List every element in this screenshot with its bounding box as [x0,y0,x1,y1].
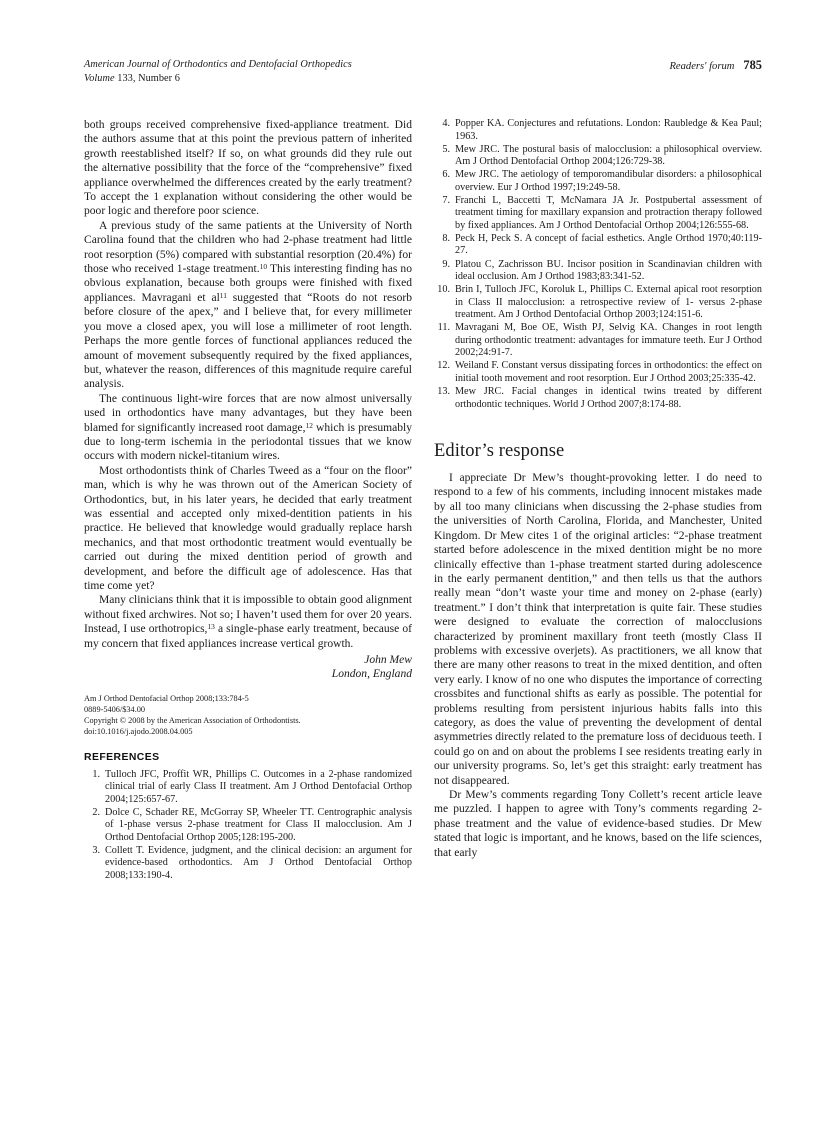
para-editor-1: I appreciate Dr Mew’s thought-provoking letter. I do need to respond to a few of his comments, including innocent mistakes made by all too many clinicians when discussing the 2-phase studies from the universities of North Carolina, Florida, and Manchester, United Kingdom. Dr Mew cites 1 of the original articles: “2-phase treatment started before adolescence in the mixed dentition might be no more clinically effective than 1-phase treatment started during adolescence in the early permanent dentition,” and then tells us that the authors really mean “don’t waste your time and money on 2-phase (early) treatment.” I don’t think that interpretation is quite fair. These studies were designed to evaluate the correction of malocclusions characterized by prominent maxillary front teeth (mostly Class II problems with excessive overjets). As practitioners, we all know that there are many other reasons to treat in the mixed dentition, and often very early. I know of no one who disputes the importance of correcting crossbites and functional shifts as early as possible. The potential for problems resulting from persistent injurious habits falls into this category, as does the value of preventing the development of dental asymmetries directly related to the premature loss of deciduous teeth. I could go on and on about the problems I see residents treating early in our university programs. So, let’s get this straight: early treatment has not disappeared. [434,472,762,787]
reference-number: 3. [92,844,100,856]
left-column-body-text [84,118,412,651]
reference-text: Popper KA. Conjectures and refutations. London: Raubledge & Kea Paul; 1963. [455,118,762,142]
signature-author: John Mew [364,654,412,667]
reference-item [434,322,762,360]
reference-text: Platou C, Zachrisson BU. Incisor position in Scandinavian children with ideal occlusion. Am J Orthod 1983;83:341-52. [455,258,762,283]
para-light-wire: The continuous light-wire forces that are now almost universally used in orthodontics have many advantages, but they have been blamed for significantly increased root damage,$^{12}$ which is presumably due to long-term ischemia in the periodontal tissues that we know occurs with modern nickel-titanium wires. [84,392,413,463]
journal-name: American Journal of Orthodontics and Dentofacial Orthopedics [84,59,352,70]
volume-word: Volume [84,73,115,85]
reference-list-right [434,118,762,411]
running-head [84,58,762,86]
reference-text: Franchi L, Baccetti T, McNamara JA Jr. Postpubertal assessment of treatment timing for maxillary expansion and protraction therapy followed by fixed appliances. Am J Orthod Dentofacial Orthop 2004;126:555-68. [455,194,762,231]
reference-number: 2. [92,806,100,818]
running-head-journal-block [84,58,352,86]
left-column [84,118,412,883]
reference-text: Tulloch JFC, Proffit WR, Phillips C. Outcomes in a 2-phase randomized clinical trial of early Class II treatment. Am J Orthod Dentofacial Orthop 2004;125:657-67. [105,768,412,805]
citation-superscript: 12 [305,420,313,430]
citation-superscript: 13 [207,622,215,632]
reference-list-left [84,769,412,883]
right-column-body-text [434,471,762,860]
reference-number: 6. [442,169,450,181]
reference-text: Peck H, Peck S. A concept of facial esthetics. Angle Orthod 1970;40:119-27. [455,232,762,257]
right-column [434,118,762,883]
para-archwires: Many clinicians think that it is impossible to obtain good alignment without fixed archwires. Not so; I haven’t used them for over 20 years. Instead, I use orthotropics,$^{13}$ a single-phase early treatment, because of my concern that fixed appliances increase vertical growth. [84,594,412,650]
colophon-line: doi:10.1016/j.ajodo.2008.04.005 [84,727,193,737]
reference-item [434,144,762,169]
volume-issue [84,72,352,86]
reference-text: Weiland F. Constant versus dissipating forces in orthodontics: the effect on initial tooth movement and root resorption. Eur J Orthod 2003;25:335-42. [455,360,762,384]
reference-number: 1. [92,768,100,780]
reference-number: 4. [442,118,450,129]
reference-number: 7. [442,194,450,206]
page-number: 785 [743,58,762,72]
reference-text: Mew JRC. Facial changes in identical twins treated by different orthodontic techniques. World J Orthod 2007;8:174-88. [455,385,762,410]
para-tweed: Most orthodontists think of Charles Tweed as a “four on the floor” man, which is why he was thrown out of the American Society of Orthodontics, but, in his later years, he decided that early treatment was essential and accepted only mixed-dentition patients in his practice. He believed that knowledge would gradually replace harsh mechanics, and that most orthodontic treatment would eventually be carried out during the mixed dentition period of growth and development, and before the difficult age of adolescence. Has that time come yet? [84,464,412,592]
reference-item [84,807,412,845]
colophon-line: Am J Orthod Dentofacial Orthop 2008;133:784-5 [84,693,249,703]
colophon-block [84,693,412,738]
reference-item [434,386,762,411]
reference-number: 11. [437,322,450,334]
volume-number: 133, Number 6 [114,73,180,85]
colophon-line: 0889-5406/$34.00 [84,705,146,715]
reference-text: Collett T. Evidence, judgment, and the clinical decision: an argument for evidence-based orthodontics. Am J Orthod Dentofacial Orthop 2008;133:190-4. [105,844,412,882]
reference-item [434,118,762,143]
reference-text: Brin I, Tulloch JFC, Koroluk L, Phillips C. External apical root resorption in Class II malocclusion: a retrospective review of 1- versus 2-phase treatment. Am J Orthod Dentofacial Orthop 2003;124:151-6. [455,284,762,321]
para-previous-study: A previous study of the same patients at the University of North Carolina found that the children who had 2-phase treatment had little root resorption (5%) compared with substantial resorption (20.4%) for those who received 1-stage treatment.$^{10}$ This interesting finding has no obvious explanation, because both groups were finished with fixed appliances. Mavragani et $al^{11}$ suggested that “Roots do not resorb before closure of the apex,” and I believe that, for every millimeter you move a closed apex, you will lose a millimeter of root length. Perhaps the more gentle forces of functional appliances reduced the amount of movement subsequently required by the fixed appliances, but, whatever the reason, differences of this magnitude require careful analysis. [84,219,412,391]
reference-text: Mavragani M, Boe OE, Wisth PJ, Selvig KA. Changes in root length during orthodontic treatment: advantages for immature teeth. Eur J Orthod 2002;24:91-7. [455,322,762,359]
editors-response-title: Editor’s response [434,441,565,462]
reference-item [434,195,762,233]
reference-text: Mew JRC. The postural basis of malocclusion: a philosophical overview. Am J Orthod Dentofacial Orthop 2004;126:729-38. [455,143,762,168]
reference-item [434,259,762,284]
reference-item [434,169,762,194]
signature-location: London, England [331,668,412,681]
reference-number: 10. [437,284,450,296]
reference-text: Dolce C, Schader RE, McGorray SP, Wheeler TT. Centrographic analysis of 1-phase versus 2-phase treatment for Class II malocclusion. Am J Orthod Dentofacial Orthop 2005;128:195-200. [105,806,412,843]
reference-text: Mew JRC. The aetiology of temporomandibular disorders: a philosophical overview. Eur J Orthod 1997;19:249-58. [455,169,762,193]
reference-item [84,769,412,807]
reference-number: 8. [442,232,450,244]
reference-item [434,284,762,322]
para-continuation: both groups received comprehensive fixed-appliance treatment. Did the authors assume that at this point the previous pattern of inherited growth reestablished itself? If so, on what grounds did they rule out the alternative possibility that the force of the “comprehensive” fixed appliance overwhelmed the differences created by the early treatment? To accept the 1 explanation without considering the other would be poor logic and therefore poor science. [84,119,412,218]
reference-number: 9. [442,258,450,270]
letter-signature [84,653,412,682]
reference-number: 13. [437,385,450,397]
section-name: Readers' forum [669,61,735,72]
para-editor-2: Dr Mew’s comments regarding Tony Collett’s recent article leave me puzzled. I happen to agree with Tony’s comments regarding 2-phase treatment and the value of evidence-based studies. Dr Mew stated that logic is important, and he knows, based on the life sciences, that early [434,789,762,859]
reference-item [434,360,762,385]
running-head-right-block [669,58,762,73]
references-heading: REFERENCES [84,751,160,763]
reference-item [84,845,412,883]
reference-number: 5. [442,143,450,155]
citation-superscript: 10 [259,261,268,271]
reference-number: 12. [437,360,450,372]
two-column-layout [84,118,762,883]
colophon-line: Copyright © 2008 by the American Association of Orthodontists. [84,716,301,726]
reference-item [434,233,762,258]
citation-superscript: 11 [219,290,227,300]
